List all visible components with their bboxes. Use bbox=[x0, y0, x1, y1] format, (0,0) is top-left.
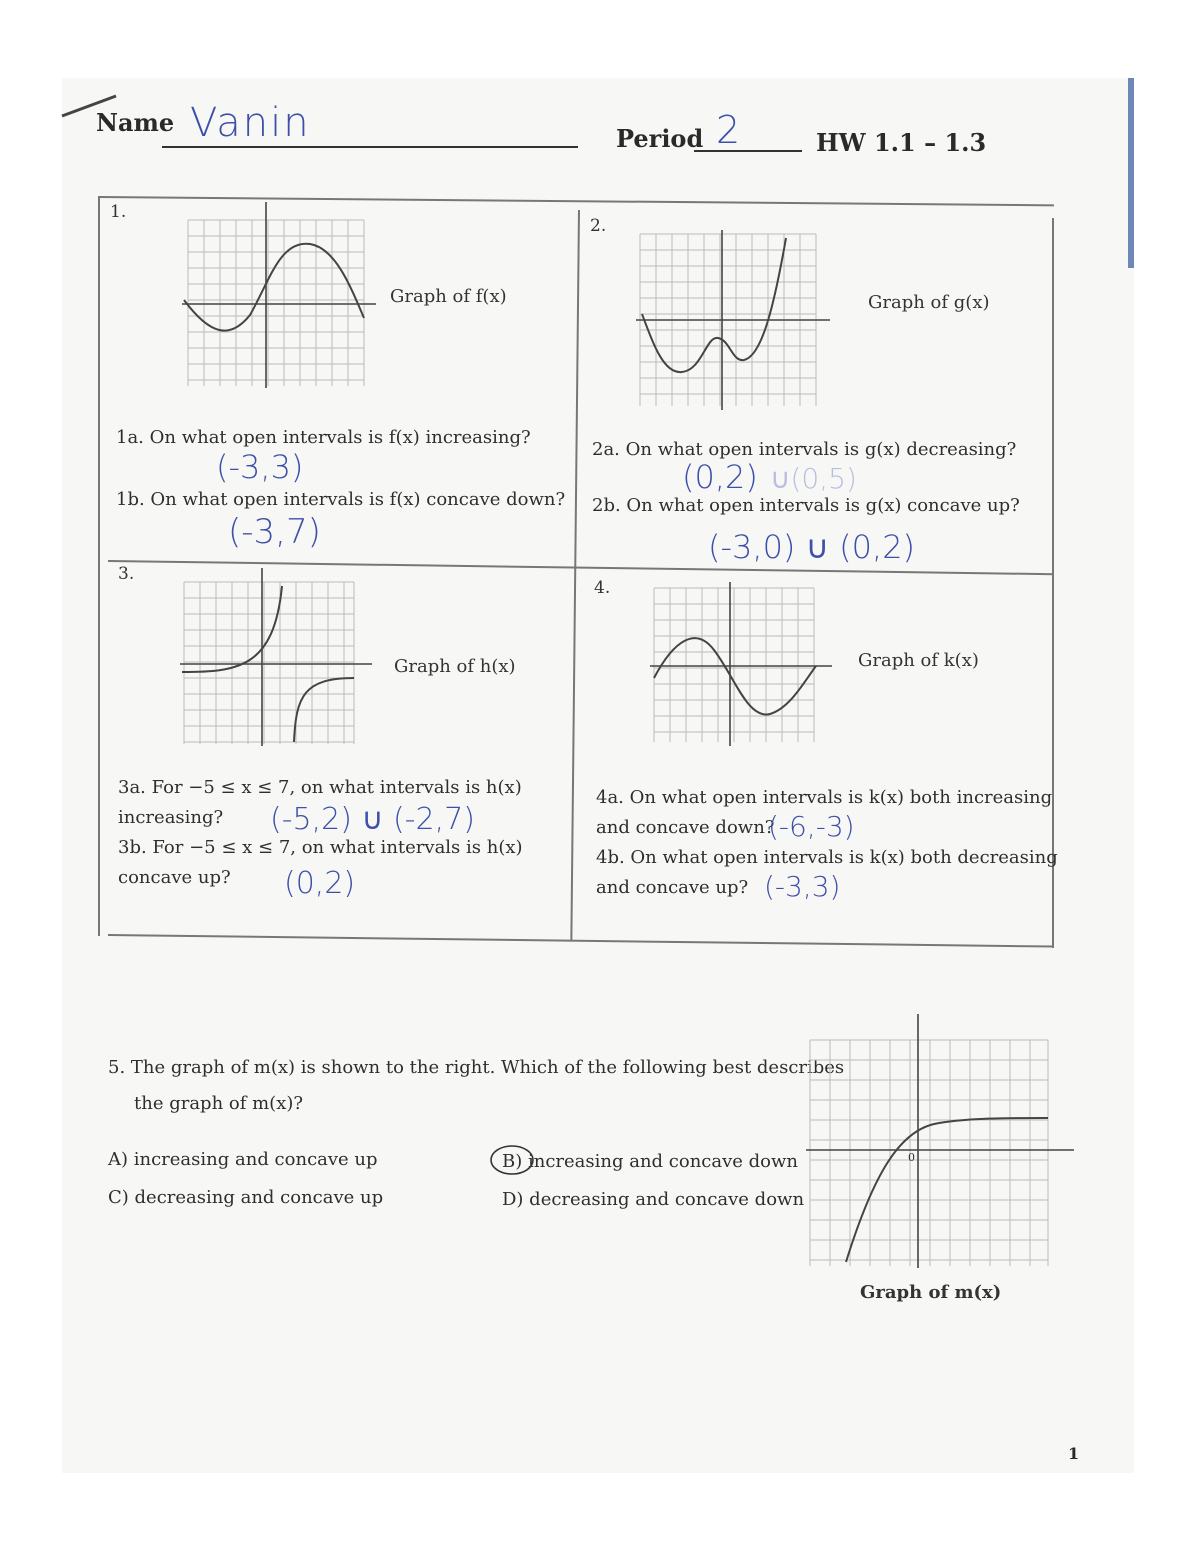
answer-4a: (-6,-3) bbox=[768, 810, 855, 843]
graph-g bbox=[634, 226, 834, 416]
choice-d[interactable]: D) decreasing and concave down bbox=[502, 1189, 805, 1210]
question-4a-line2: and concave down? bbox=[596, 817, 775, 838]
question-3a-line2: increasing? bbox=[118, 807, 224, 828]
question-3a-line1: 3a. For −5 ≤ x ≤ 7, on what intervals is h(x) bbox=[118, 777, 522, 798]
choice-a[interactable]: A) increasing and concave up bbox=[108, 1149, 378, 1170]
name-answer: Vanin bbox=[190, 100, 311, 146]
table-border-left bbox=[98, 196, 100, 936]
page-number: 1 bbox=[1068, 1444, 1080, 1463]
question-2b: 2b. On what open intervals is g(x) concave up? bbox=[592, 495, 1020, 516]
problem-2-number: 2. bbox=[590, 216, 607, 236]
graph-k bbox=[648, 580, 838, 748]
period-label: Period bbox=[616, 124, 704, 153]
graph-f-caption: Graph of f(x) bbox=[390, 286, 507, 307]
problem-3-number: 3. bbox=[118, 564, 135, 584]
question-1a: 1a. On what open intervals is f(x) increasing? bbox=[116, 427, 531, 448]
question-3b-line1: 3b. For −5 ≤ x ≤ 7, on what intervals is h(x) bbox=[118, 837, 523, 858]
graph-k-caption: Graph of k(x) bbox=[858, 650, 979, 671]
question-5-line2: the graph of m(x)? bbox=[134, 1093, 304, 1114]
problem-4-number: 4. bbox=[594, 578, 611, 598]
graph-m bbox=[804, 1012, 1080, 1274]
answer-3a: (-5,2) ∪ (-2,7) bbox=[270, 802, 475, 837]
answer-1b: (-3,7) bbox=[228, 512, 321, 552]
table-border-right bbox=[1052, 218, 1054, 948]
question-4b-line2: and concave up? bbox=[596, 877, 749, 898]
choice-c[interactable]: C) decreasing and concave up bbox=[108, 1187, 384, 1208]
answer-2a-struck: ∪(0,5) bbox=[770, 462, 857, 495]
hw-title: HW 1.1 – 1.3 bbox=[816, 128, 987, 157]
question-4a-line1: 4a. On what open intervals is k(x) both increasing bbox=[596, 787, 1053, 808]
question-5-line1: 5. The graph of m(x) is shown to the right. Which of the following best describes bbox=[108, 1057, 845, 1078]
graph-h-caption: Graph of h(x) bbox=[394, 656, 516, 677]
answer-3b: (0,2) bbox=[284, 866, 356, 901]
problem-1-number: 1. bbox=[110, 202, 127, 222]
name-label: Name bbox=[96, 108, 175, 137]
question-3b-line2: concave up? bbox=[118, 867, 231, 888]
question-2a: 2a. On what open intervals is g(x) decreasing? bbox=[592, 439, 1017, 460]
graph-g-caption: Graph of g(x) bbox=[868, 292, 990, 313]
graph-m-caption: Graph of m(x) bbox=[860, 1282, 1002, 1303]
choice-b[interactable]: B) increasing and concave down bbox=[502, 1151, 799, 1172]
answer-4b: (-3,3) bbox=[764, 870, 841, 903]
period-answer: 2 bbox=[716, 108, 741, 152]
question-1b: 1b. On what open intervals is f(x) concave down? bbox=[116, 489, 566, 510]
choice-b-circle-mark bbox=[488, 1142, 538, 1178]
answer-1a: (-3,3) bbox=[216, 448, 304, 486]
question-4b-line1: 4b. On what open intervals is k(x) both decreasing bbox=[596, 847, 1058, 868]
name-underline bbox=[162, 146, 578, 148]
period-underline bbox=[694, 150, 802, 152]
answer-2b: (-3,0) ∪ (0,2) bbox=[708, 528, 916, 566]
graph-h bbox=[178, 566, 378, 748]
graph-f bbox=[180, 200, 380, 390]
binder-edge bbox=[1128, 78, 1134, 268]
graph-m-origin-label: 0 bbox=[908, 1151, 915, 1164]
answer-2a: (0,2) bbox=[682, 458, 758, 496]
pen-stroke-mark bbox=[60, 92, 120, 122]
